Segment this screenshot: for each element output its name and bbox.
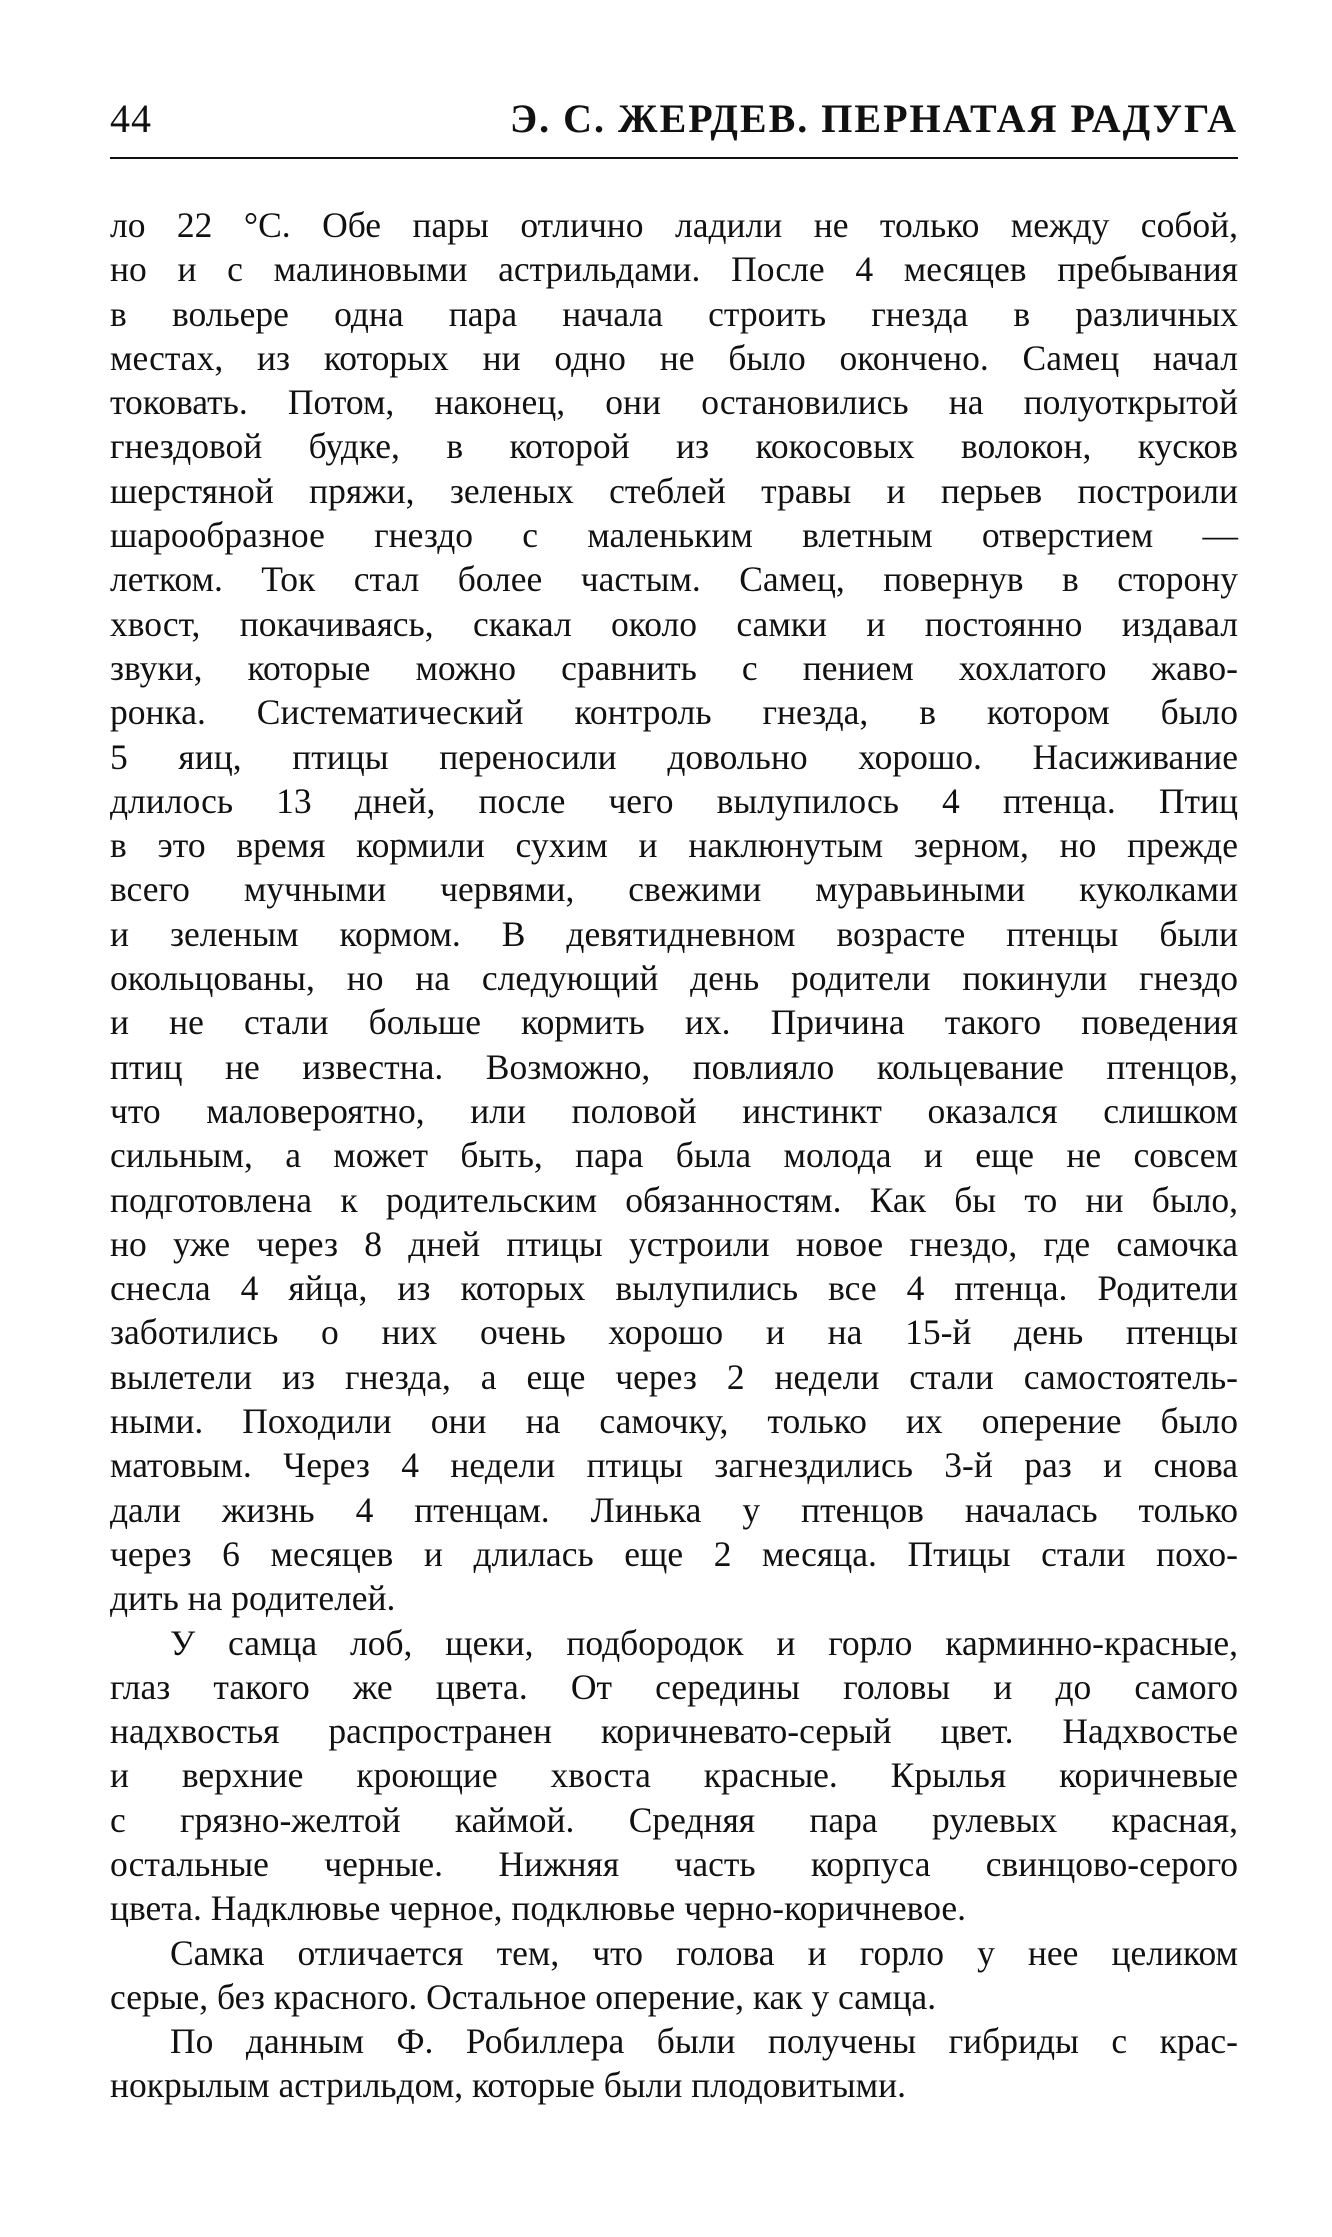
text-line: сильным, а может быть, пара была молода и еще не совсем: [110, 1135, 1238, 1176]
text-line: шерстяной пряжи, зеленых стеблей травы и перьев построили: [110, 470, 1238, 511]
text-line: всего мучными червями, свежими муравьиными куколками: [110, 869, 1238, 910]
text-line: нокрылым астрильдом, которые были плодовитыми.: [110, 2065, 906, 2106]
text-line: окольцованы, но на следующий день родители покинули гнездо: [110, 958, 1238, 999]
text-line: заботились о них очень хорошо и на 15-й день птенцы: [110, 1312, 1238, 1353]
text-line: в вольере одна пара начала строить гнезда в различных: [110, 293, 1238, 334]
page-header: [110, 95, 1238, 159]
text-line: через 6 месяцев и длилась еще 2 месяца. Птицы стали похо-: [110, 1533, 1238, 1574]
text-line: снесла 4 яйца, из которых вылупились все 4 птенца. Родители: [110, 1268, 1238, 1309]
running-head: Э. С. ЖЕРДЕВ. ПЕРНАТАЯ РАДУГА: [510, 96, 1238, 141]
text-line: и не стали больше кормить их. Причина такого поведения: [110, 1002, 1238, 1043]
paragraph: [110, 203, 1238, 1621]
text-line: в это время кормили сухим и наклюнутым зерном, но прежде: [110, 825, 1238, 866]
text-line: остальные черные. Нижняя часть корпуса свинцово-серого: [110, 1843, 1238, 1884]
text-line: но уже через 8 дней птицы устроили новое гнездо, где самочка: [110, 1223, 1238, 1264]
text-line: что маловероятно, или половой инстинкт оказался слишком: [110, 1090, 1238, 1131]
text-line: летком. Ток стал более частым. Самец, повернув в сторону: [110, 559, 1238, 600]
text-line: матовым. Через 4 недели птицы загнездились 3-й раз и снова: [110, 1445, 1238, 1486]
text-line: ными. Походили они на самочку, только их оперение было: [110, 1401, 1238, 1442]
text-line: дить на родителей.: [110, 1578, 396, 1619]
book-page: [110, 95, 1238, 2108]
text-line: и зеленым кормом. В девятидневном возрасте птенцы были: [110, 913, 1238, 954]
text-line: серые, без красного. Остальное оперение, как у самца.: [110, 1976, 937, 2017]
paragraph: [110, 1621, 1238, 1931]
text-line: и верхние кроющие хвоста красные. Крылья коричневые: [110, 1755, 1238, 1796]
text-line: гнездовой будке, в которой из кокосовых волокон, кусков: [110, 426, 1238, 467]
text-line: но и с малиновыми астрильдами. После 4 месяцев пребывания: [110, 249, 1238, 290]
text-line: 5 яиц, птицы переносили довольно хорошо. Насиживание: [110, 736, 1238, 777]
text-line: токовать. Потом, наконец, они остановились на полуоткрытой: [110, 382, 1238, 423]
text-line: местах, из которых ни одно не было окончено. Самец начал: [110, 337, 1238, 378]
text-line: подготовлена к родительским обязанностям. Как бы то ни было,: [110, 1179, 1238, 1220]
paragraph: [110, 1931, 1238, 2020]
text-line: глаз такого же цвета. От середины головы и до самого: [110, 1666, 1238, 1707]
text-line: звуки, которые можно сравнить с пением хохлатого жаво-: [110, 647, 1238, 688]
text-line: хвост, покачиваясь, скакал около самки и постоянно издавал: [110, 603, 1238, 644]
text-line: По данным Ф. Робиллера были получены гибриды с крас-: [170, 2021, 1238, 2062]
text-line: цвета. Надклювье черное, подклювье черно-коричневое.: [110, 1888, 967, 1929]
text-line: шарообразное гнездо с маленьким влетным отверстием —: [110, 515, 1238, 556]
text-line: ло 22 °С. Обе пары отлично ладили не только между собой,: [110, 205, 1238, 245]
text-line: с грязно-желтой каймой. Средняя пара рулевых красная,: [110, 1799, 1238, 1840]
text-line: дали жизнь 4 птенцам. Линька у птенцов началась только: [110, 1489, 1238, 1530]
text-line: У самца лоб, щеки, подбородок и горло карминно-красные,: [170, 1622, 1238, 1663]
text-line: вылетели из гнезда, а еще через 2 недели стали самостоятель-: [110, 1356, 1238, 1397]
paragraph: [110, 2019, 1238, 2108]
page-number: 44: [110, 96, 152, 141]
text-line: надхвостья распространен коричневато-серый цвет. Надхвостье: [110, 1711, 1238, 1752]
body-text: [110, 203, 1238, 2108]
text-line: птиц не известна. Возможно, повлияло кольцевание птенцов,: [110, 1046, 1238, 1087]
text-line: Самка отличается тем, что голова и горло у нее целиком: [170, 1932, 1238, 1973]
text-line: ронка. Систематический контроль гнезда, в котором было: [110, 692, 1238, 733]
text-line: длилось 13 дней, после чего вылупилось 4 птенца. Птиц: [110, 780, 1238, 821]
